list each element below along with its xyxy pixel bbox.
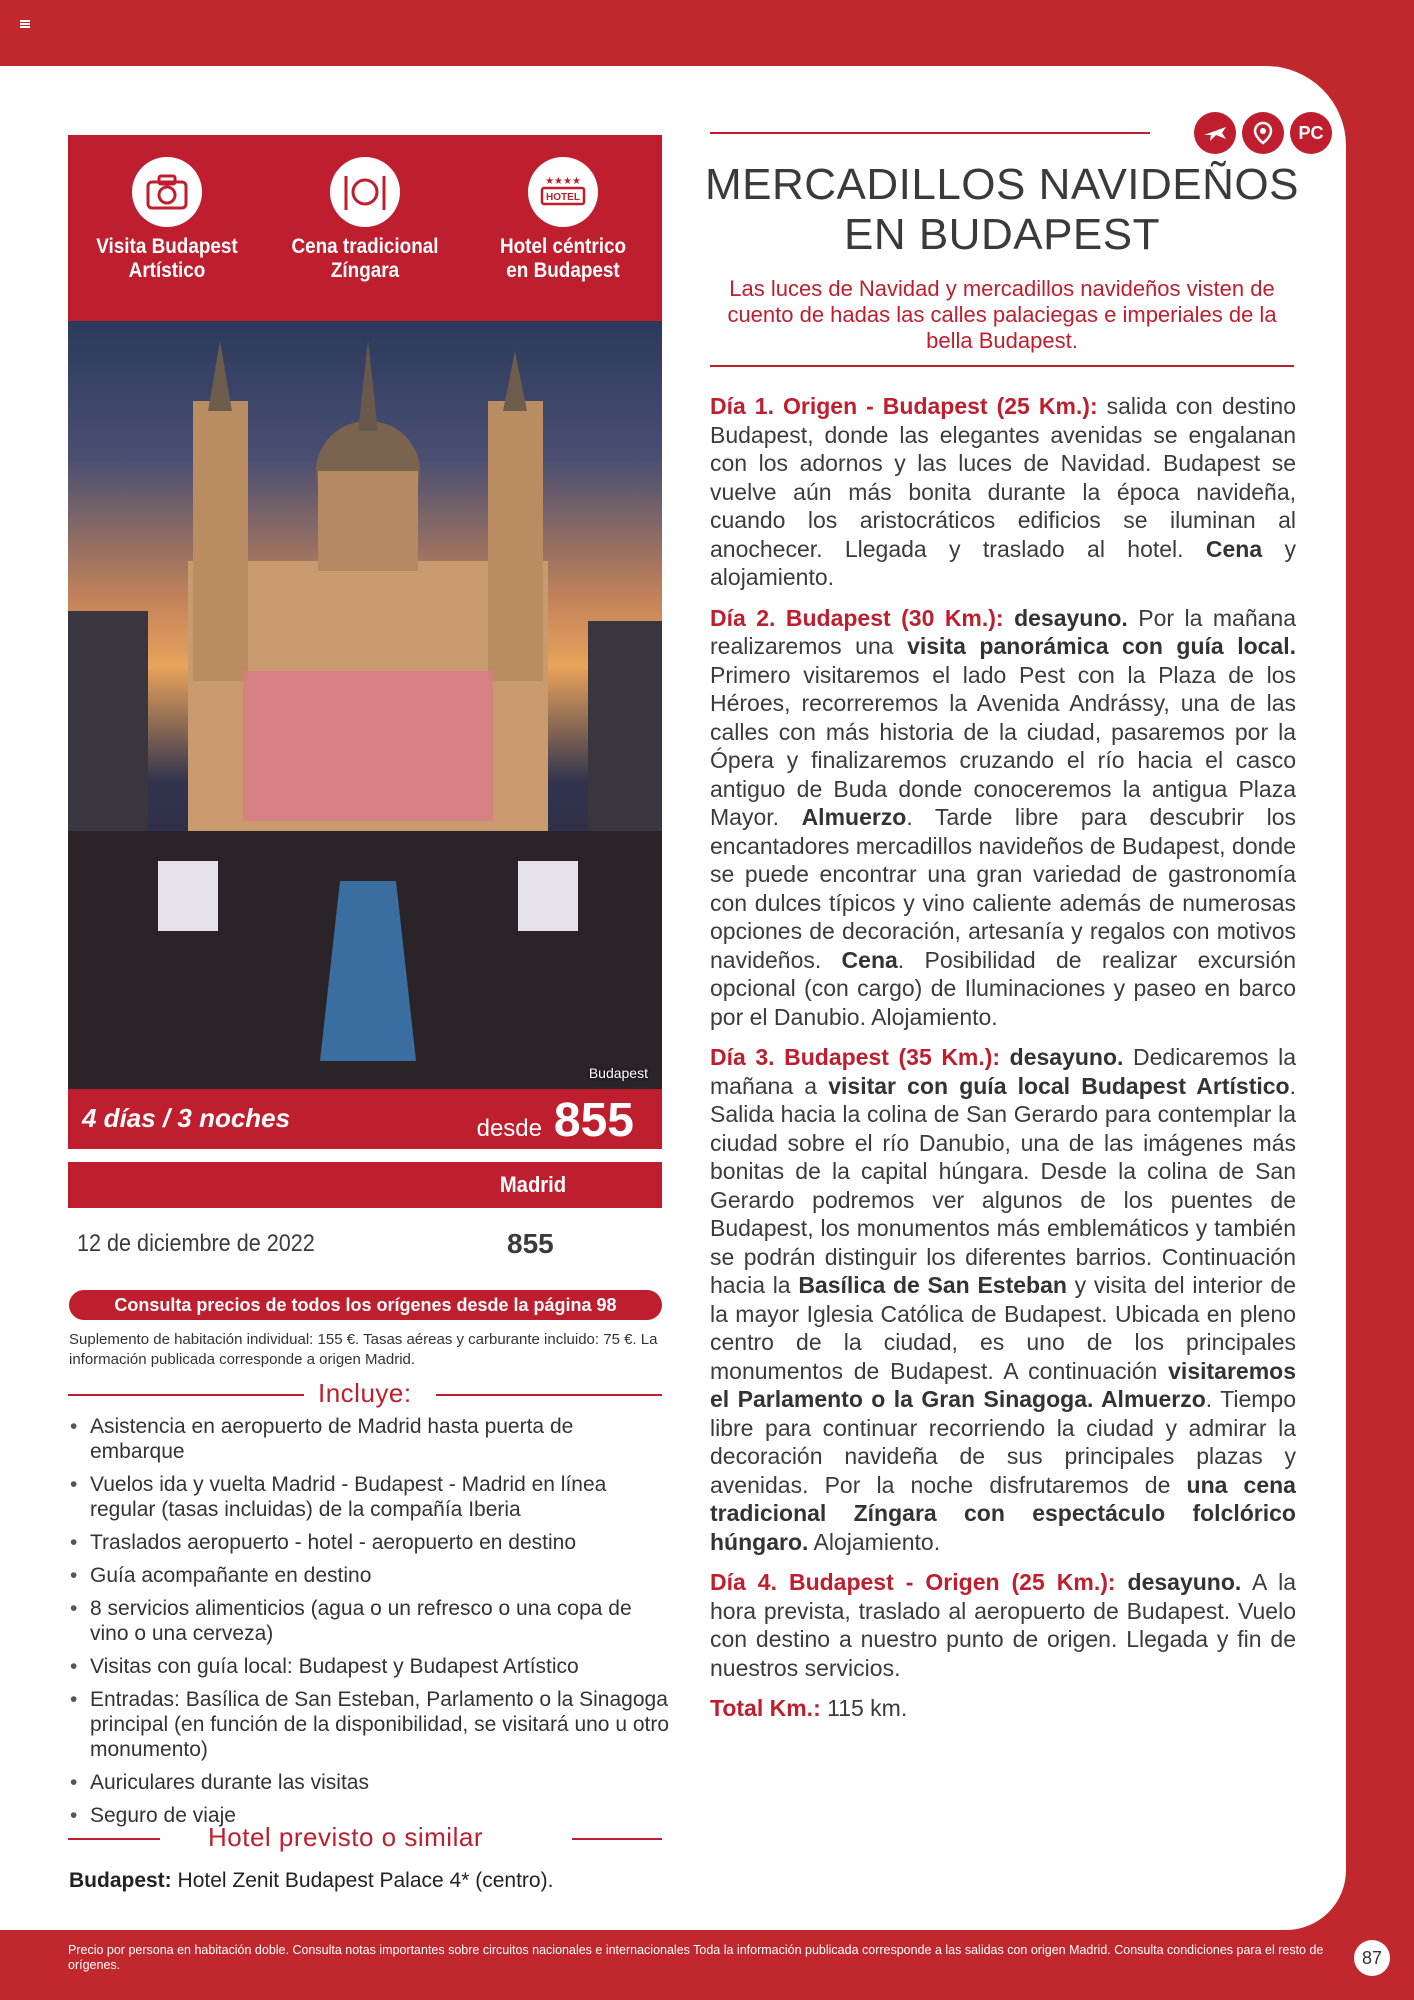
- transport-badges: [1194, 112, 1332, 154]
- day-bold: Almuerzo: [801, 804, 907, 830]
- day-bold: una cena tradicional Zíngara con espectáculo folclórico húngaro.: [710, 1471, 1296, 1555]
- title-line-1: MERCADILLOS NAVIDEÑOS: [704, 160, 1300, 209]
- hotel-icon: [528, 157, 598, 227]
- basilica-photo: [68, 321, 662, 1089]
- divider: [710, 132, 1150, 134]
- day-heading: Día 3. Budapest (35 Km.):: [710, 1044, 1001, 1070]
- hotel-name: Hotel Zenit Budapest Palace 4* (centro).: [177, 1869, 554, 1892]
- day-4: [710, 1568, 1296, 1682]
- total-value: 115 km.: [820, 1695, 908, 1721]
- day-heading: Día 2. Budapest (30 Km.):: [710, 604, 1004, 631]
- trip-duration: 4 días / 3 noches: [82, 1103, 291, 1133]
- day-bold: desayuno.: [1003, 604, 1128, 631]
- price-amount: 855: [553, 1094, 634, 1147]
- day-bold: Cena: [841, 946, 898, 973]
- day-bold: Basílica de San Esteban: [798, 1272, 1067, 1298]
- divider: [68, 1394, 304, 1396]
- feature-label: Cena tradicional Zíngara: [291, 235, 439, 282]
- day-3: [710, 1043, 1296, 1556]
- list-item: • Seguro de viaje: [70, 1803, 670, 1828]
- feature-hotel: [473, 157, 653, 321]
- list-item: • Vuelos ida y vuelta Madrid - Budapest - Madrid en línea regular (tasas incluidas) de la compañía Iberia: [70, 1472, 670, 1522]
- hotel-city: Budapest:: [69, 1869, 172, 1892]
- pin-icon: [1242, 112, 1284, 154]
- day-bold: Cena: [1205, 535, 1263, 562]
- day-bold: visita panorámica con guía local.: [907, 633, 1297, 659]
- list-item: • Asistencia en aeropuerto de Madrid hasta puerta de embarque: [70, 1414, 670, 1464]
- day-text: y alojamiento.: [710, 535, 1296, 590]
- supplement-note: Suplemento de habitación individual: 155 €. Tasas aéreas y carburante incluido: 75 €. La información publicada corresponde a origen Madrid.: [69, 1331, 658, 1368]
- day-text: Dedicaremos la mañana a: [710, 1044, 1296, 1099]
- day-bold: desayuno.: [1000, 1044, 1124, 1070]
- feature-header: [68, 135, 662, 321]
- day-text: . Tarde libre para descubrir los encantadores mercadillos navideños de Budapest, donde se puede encontrar una gran variedad de gastronomía con dulces típicos y vino caliente además de numerosas opciones de decoración, artesanía y regalos con motivos navideños.: [710, 804, 1296, 973]
- list-item: • Entradas: Basílica de San Esteban, Parlamento o la Sinagoga principal (en función de la disponibilidad, se visitará uno u otro monumento): [70, 1687, 670, 1762]
- price-bar: [68, 1089, 662, 1149]
- feature-visit: [77, 157, 257, 321]
- footer-note: Precio por persona en habitación doble. Consulta notas importantes sobre circuitos nacionales e internacionales Toda la información publicada corresponde a las salidas con origen Madrid. Consulta condiciones para el resto de orígenes.: [68, 1943, 1324, 1972]
- page-subtitle: Las luces de Navidad y mercadillos navideños visten de cuento de hadas las calles palaciegas e imperiales de la bella Budapest.: [727, 276, 1277, 353]
- camera-icon: [132, 157, 202, 227]
- day-text: Alojamiento.: [808, 1528, 941, 1555]
- day-1: [710, 392, 1296, 592]
- day-2: [710, 604, 1296, 1032]
- origin-header: [68, 1162, 662, 1208]
- feature-dinner: [275, 157, 455, 321]
- list-item: • Guía acompañante en destino: [70, 1563, 670, 1588]
- origin-label: Madrid: [499, 1172, 567, 1197]
- day-text: salida con destino Budapest, donde las elegantes avenidas se engalanan con los adornos y las luces de Navidad. Budapest se vuelve aún más bonita durante la época navideña, cuando los aristocráticos edificios se iluminan al anochecer. Llegada y traslado al hotel.: [710, 393, 1296, 562]
- divider: [68, 1838, 160, 1840]
- day-heading: Día 4. Budapest - Origen (25 Km.):: [710, 1569, 1116, 1595]
- page-title: [704, 160, 1300, 260]
- list-item: • Traslados aeropuerto - hotel - aeropuerto en destino: [70, 1530, 670, 1555]
- divider: [436, 1394, 662, 1396]
- day-text: Por la mañana realizaremos una: [710, 604, 1297, 659]
- day-text: . Posibilidad de realizar excursión opcional (con cargo) de Iluminaciones y paseo en barco por el Danubio. Alojamiento.: [710, 946, 1297, 1030]
- itinerary: [710, 392, 1296, 1735]
- feature-label: Hotel céntrico en Budapest: [499, 235, 627, 282]
- day-bold: visitar con guía local Budapest Artístico: [828, 1072, 1290, 1099]
- day-heading: Día 1. Origen - Budapest (25 Km.):: [710, 393, 1098, 419]
- day-text: . Salida hacia la colina de San Gerardo para contemplar la ciudad sobre el río Danubio, una de las imágenes más bonitas de la capital húngara. Desde la colina de San Gerardo podremos ver algunos de los puentes de Budapest, los monumentos más emblemáticos y también se podrán distinguir los diferentes barrios. Continuación hacia la: [710, 1072, 1296, 1298]
- hotel-info: [69, 1869, 553, 1893]
- day-bold: desayuno.: [1115, 1569, 1242, 1595]
- departure-row: [77, 1230, 662, 1266]
- incluye-list: [70, 1414, 670, 1836]
- day-text: y visita del interior de la mayor Iglesia Católica de Budapest. Ubicada en pleno centro de la ciudad, es uno de los principales monumentos de Budapest. A continuación: [710, 1272, 1296, 1384]
- day-text: . Tiempo libre para continuar recorriendo la ciudad y admirar la decoración navideña de sus principales plazas y avenidas. Por la noche disfrutaremos de: [710, 1386, 1296, 1498]
- svg-text:★★★★: ★★★★: [545, 176, 581, 187]
- day-text: A la hora prevista, traslado al aeropuerto de Budapest. Vuelo con destino a nuestro punto de origen. Llegada y fin de nuestros servicios.: [710, 1569, 1296, 1681]
- cutlery-icon: [330, 157, 400, 227]
- divider: [572, 1838, 662, 1840]
- consult-prices-pill[interactable]: Consulta precios de todos los orígenes desde la página 98: [69, 1290, 662, 1320]
- list-item: • 8 servicios alimenticios (agua o un refresco o una copa de vino o una cerveza): [70, 1596, 670, 1646]
- departure-date: 12 de diciembre de 2022: [77, 1230, 315, 1257]
- menu-icon[interactable]: [20, 20, 30, 28]
- total-km: [710, 1694, 1296, 1723]
- list-item: • Auriculares durante las visitas: [70, 1770, 670, 1795]
- pc-badge: PC: [1290, 112, 1332, 154]
- price-desde: desde: [476, 1115, 542, 1142]
- day-bold: visitaremos el Parlamento o la Gran Sinagoga. Almuerzo: [710, 1357, 1296, 1412]
- day-text: Primero visitaremos el lado Pest con la Plaza de los Héroes, recorreremos la Avenida Andrássy, una de las calles con más historia de la ciudad, pasaremos por la Ópera y finalizaremos cruzando el río hacia el casco antiguo de Buda donde conoceremos la antigua Plaza Mayor.: [710, 661, 1296, 830]
- feature-label: Visita Budapest Artístico: [96, 235, 238, 282]
- list-item: • Visitas con guía local: Budapest y Budapest Artístico: [70, 1654, 670, 1679]
- incluye-title: Incluye:: [318, 1378, 412, 1408]
- total-label: Total Km.:: [710, 1695, 821, 1721]
- page-number: 87: [1354, 1940, 1390, 1976]
- hotel-title: Hotel previsto o similar: [208, 1822, 483, 1852]
- title-line-2: EN BUDAPEST: [843, 210, 1160, 259]
- plane-icon: [1194, 112, 1236, 154]
- photo-caption: Budapest: [588, 1065, 648, 1081]
- departure-price: 855: [507, 1228, 554, 1259]
- divider: [710, 365, 1294, 367]
- svg-text:HOTEL: HOTEL: [546, 192, 580, 203]
